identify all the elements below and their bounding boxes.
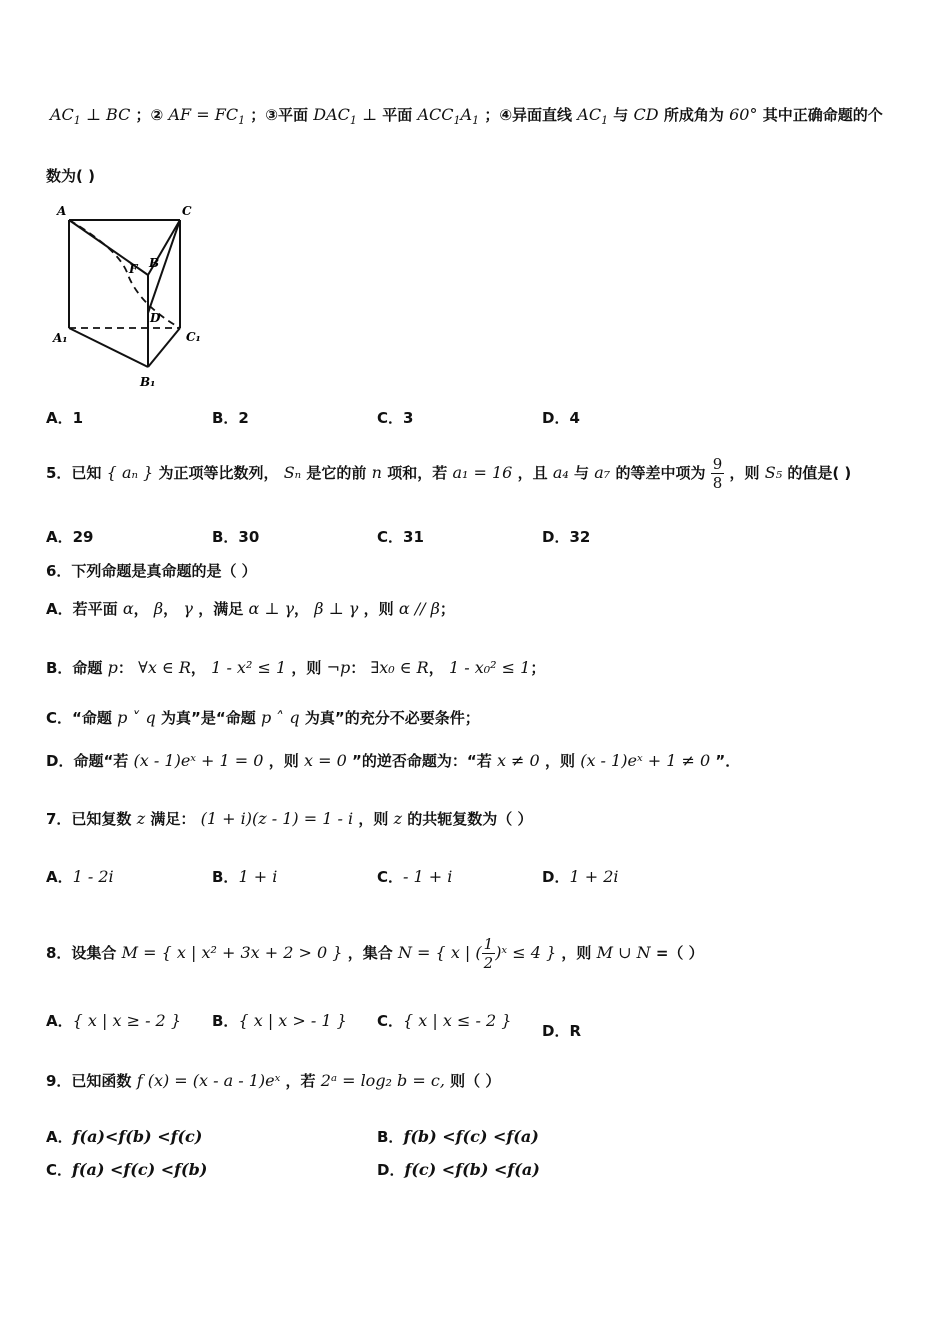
math-af-fc1: AF = $FC_1$ — [168, 105, 246, 128]
label-C: C — [182, 204, 192, 218]
q4-statement-line2: 数为( ) — [46, 167, 95, 185]
math-n: n — [371, 463, 382, 482]
q5-option-a[interactable]: A．29 — [46, 528, 94, 546]
math-q9-eq: 2ᵃ = log₂ b = c, — [320, 1071, 445, 1090]
label-C1: C₁ — [186, 330, 201, 344]
q5-statement: 5．已知 { aₙ } 为正项等比数列， Sₙ 是它的前 n 项和，若 a₁ = 16 ，且 a₄ 与 a₇ 的等差中项为 $\frac{9}{8}$ ，则 S₅ 的值是( ) — [46, 455, 852, 492]
q7-option-c[interactable]: C．- 1 + i — [377, 867, 453, 886]
math-a1-eq: a₁ = 16 — [452, 463, 513, 482]
label-F: F — [129, 262, 138, 276]
q9-option-d[interactable]: D．f(c) <f(b) <f(a) — [377, 1160, 540, 1179]
math-60deg: 60° — [729, 105, 758, 124]
fraction-1-2: $\frac{1}{2}$ — [483, 935, 494, 972]
q4-option-b[interactable]: B．2 — [212, 409, 249, 427]
label-B: B — [149, 256, 160, 270]
q9-option-c[interactable]: C．f(a) <f(c) <f(b) — [46, 1160, 208, 1179]
q7-option-d[interactable]: D．1 + 2i — [542, 867, 619, 886]
fraction-9-8: $\frac{9}{8}$ — [712, 455, 723, 492]
q6-option-d[interactable]: D．命题“若 (x - 1)eˣ + 1 = 0 ，则 x = 0 ”的逆否命题为：“若 x ≠ 0 ，则 (x - 1)eˣ + 1 ≠ 0 ”． — [46, 751, 741, 770]
q8-option-b[interactable]: B．{ x | x > - 1 } — [212, 1011, 347, 1030]
q9-option-b[interactable]: B．f(b) <f(c) <f(a) — [377, 1127, 539, 1146]
q6-title: 6．下列命题是真命题的是（ ） — [46, 562, 257, 580]
q7-option-a[interactable]: A．1 - 2i — [46, 867, 114, 886]
math-cd: CD — [633, 105, 659, 124]
math-s5: S₅ — [764, 463, 783, 482]
q5-option-c[interactable]: C．31 — [377, 528, 424, 546]
q7-option-b[interactable]: B．1 + i — [212, 867, 278, 886]
q4-option-a[interactable]: A．1 — [46, 409, 84, 427]
math-a4: a₄ — [552, 463, 569, 482]
label-D: D — [150, 311, 161, 325]
math-dac1: $DAC_1$ ⊥ — [313, 105, 377, 128]
math-ac1-b: $AC_1$ — [577, 105, 609, 128]
math-q7-eq: (1 + i)(z - 1) = 1 - i — [200, 809, 354, 828]
math-set-m: M = { x | x² + 3x + 2 > 0 } — [121, 943, 343, 962]
q8-option-c[interactable]: C．{ x | x ≤ - 2 } — [377, 1011, 512, 1030]
math-acc1a1: $ACC_1A_1$ — [417, 105, 480, 128]
q6-option-b[interactable]: B．命题 p： ∀x ∈ R， 1 - x² ≤ 1 ，则 ¬p： ∃x₀ ∈ R， 1 - x₀² ≤ 1； — [46, 658, 546, 677]
label-B1: B₁ — [140, 375, 156, 389]
q7-statement: 7．已知复数 z 满足： (1 + i)(z - 1) = 1 - i ，则 z 的共轭复数为（ ） — [46, 809, 533, 828]
math-an: { aₙ } — [106, 463, 154, 482]
q8-option-d[interactable]: D．R — [542, 1022, 582, 1040]
curve-a-f-c1-hidden — [69, 220, 180, 328]
edge-a1-b1 — [69, 328, 148, 367]
q6-option-a[interactable]: A．若平面 α， β， γ ，满足 α ⊥ γ， β ⊥ γ ，则 α // β； — [46, 599, 455, 618]
q9-option-a[interactable]: A．f(a)<f(b) <f(c) — [46, 1127, 203, 1146]
math-f-def: f (x) = (x - a - 1)eˣ — [136, 1071, 281, 1090]
q8-statement: 8．设集合 M = { x | x² + 3x + 2 > 0 } ，集合 N = { x | ( $\frac{1}{2}$ )ˣ ≤ 4 } ，则 M ∪ N =（ ） — [46, 935, 704, 972]
math-set-n: N = { x | ( $\frac{1}{2}$ )ˣ ≤ 4 } — [397, 935, 557, 972]
label-A: A — [57, 204, 67, 218]
q5-option-d[interactable]: D．32 — [542, 528, 591, 546]
q4-option-d[interactable]: D．4 — [542, 409, 580, 427]
q9-statement: 9．已知函数 f (x) = (x - a - 1)eˣ ，若 2ᵃ = log₂ b = c, 则（ ） — [46, 1071, 501, 1090]
q6-option-c[interactable]: C．“命题 p ˅ q 为真”是“命题 p ˄ q 为真”的充分不必要条件； — [46, 708, 480, 727]
math-ac1: $AC_1$ ⊥ BC — [50, 105, 131, 128]
q5-option-b[interactable]: B．30 — [212, 528, 260, 546]
q4-option-c[interactable]: C．3 — [377, 409, 414, 427]
math-a7: a₇ — [594, 463, 611, 482]
prism-figure — [40, 195, 220, 395]
q8-option-a[interactable]: A．{ x | x ≥ - 2 } — [46, 1011, 181, 1030]
label-A1: A₁ — [53, 331, 68, 345]
q4-statement-line1: $AC_1$ ⊥ BC ；② AF = $FC_1$ ；③平面 $DAC_1$ ⊥ 平面 $ACC_1A_1$ ；④异面直线 $AC_1$ 与 CD 所成角为 60° 其中正确命题的个 — [50, 105, 883, 128]
edge-b1-c1 — [148, 328, 180, 367]
math-sn: Sₙ — [283, 463, 302, 482]
